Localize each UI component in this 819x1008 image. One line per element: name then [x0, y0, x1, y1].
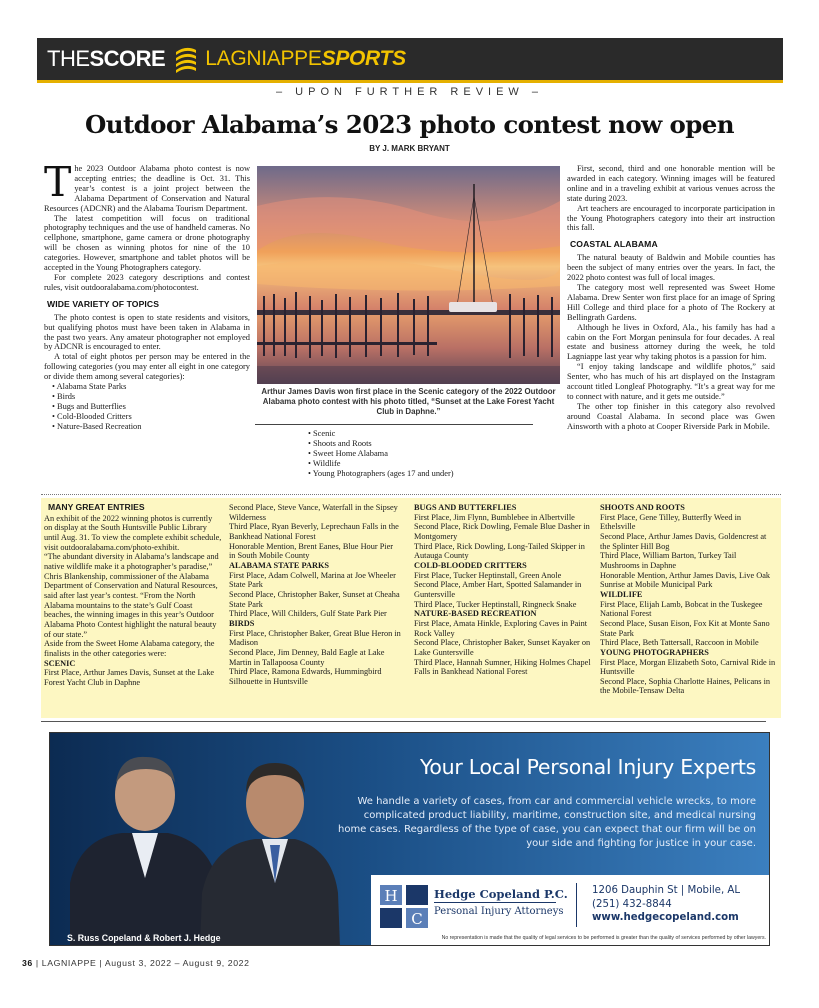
list-item: • Nature-Based Recreation: [52, 421, 142, 431]
category-heading: NATURE-BASED RECREATION: [414, 609, 537, 619]
divider: [434, 902, 556, 903]
list-item: • Scenic: [308, 429, 336, 438]
winner-entry: Second Place, Jim Denney, Bald Eagle at Lake Martin in Tallapoosa County: [229, 647, 385, 667]
category-list: [44, 382, 250, 432]
winner-entry: First Place, Tucker Heptinstall, Green Anole: [414, 570, 562, 580]
paragraph: The category most well represented was Sweet Home Alabama. Drew Senter won first place for an image of Spring Hill College and third place for a photo of The Rockery at Bellingrath Gardens.: [567, 282, 775, 322]
firm-address-block: [592, 884, 740, 912]
paragraph: “I enjoy taking landscape and wildlife photos,” said Senter, who has much of his art displayed on the Instagram account titled Longleaf Photography. “It’s a great way for me to connect with nature, and it gets me outside.”: [567, 362, 775, 401]
winners-column-2: [229, 503, 401, 686]
divider: [576, 883, 577, 927]
paragraph: The photo contest is open to state residents and visitors, but qualifying photos must have been taken in Alabama in the past two years. Any amateur photographer not employed by ADCNR is encouraged to enter.: [44, 312, 250, 352]
ad-headline: Your Local Personal Injury Experts: [419, 755, 756, 779]
sunset-marina-photo: [257, 166, 560, 384]
winner-entry: First Place, Amata Hinkle, Exploring Caves in Paint Rock Valley: [414, 618, 588, 638]
winner-entry: First Place, Adam Colwell, Marina at Joe Wheeler State Park: [229, 570, 396, 590]
winner-entry: Second Place, Steve Vance, Waterfall in the Sipsey Wilderness: [229, 503, 398, 522]
winner-entry: Second Place, Rick Dowling, Female Blue Dasher in Montgomery: [414, 522, 590, 541]
winner-entry: First Place, Gene Tilley, Butterfly Weed in Ethelsville: [600, 512, 742, 532]
hc-logo-icon: [380, 885, 428, 928]
article-column-3: [567, 164, 775, 432]
winner-entry: Third Place, William Barton, Turkey Tail Mushrooms in Daphne: [600, 551, 737, 570]
category-heading: BIRDS: [229, 618, 255, 628]
masthead-the: THE: [47, 46, 90, 71]
masthead-sports: SPORTS: [321, 47, 406, 70]
winner-entry: First Place, Jim Flynn, Bumblebee in Albertville: [414, 512, 575, 522]
law-firm-advertisement[interactable]: [49, 732, 770, 946]
category-heading: ALABAMA STATE PARKS: [229, 560, 330, 570]
masthead-lagniappe: LAGNIAPPE: [205, 47, 322, 70]
list-item: • Alabama State Parks: [52, 382, 127, 392]
category-heading: SHOOTS AND ROOTS: [600, 503, 685, 512]
winner-entry: First Place, Arthur James Davis, Sunset at the Lake Forest Yacht Club in Daphne: [44, 668, 215, 687]
svg-text:H: H: [384, 887, 398, 905]
article-column-1: [44, 158, 250, 432]
winner-entry: Second Place, Sophia Charlotte Haines, Pelicans in the Mobile-Tensaw Delta: [600, 676, 771, 696]
headline: Outdoor Alabama’s 2023 photo contest now open: [84, 110, 735, 139]
winner-entry: Third Place, Ryan Beverly, Leprechaun Falls in the Bankhead National Forest: [229, 522, 399, 541]
winner-entry: Second Place, Arthur James Davis, Goldencrest at the Splinter Hill Bog: [600, 531, 767, 551]
swoosh-logo-icon: [173, 44, 199, 74]
firm-website-link[interactable]: www.hedgecopeland.com: [592, 912, 739, 923]
subhead-many-entries: MANY GREAT ENTRIES: [48, 502, 145, 512]
kicker: – UPON FURTHER REVIEW –: [276, 86, 543, 98]
winner-entry: First Place, Christopher Baker, Great Blue Heron in Madison: [229, 628, 401, 648]
firm-phone[interactable]: (251) 432-8844: [592, 899, 672, 910]
subhead-topics: WIDE VARIETY OF TOPICS: [47, 298, 160, 309]
attorneys-photo: [50, 733, 340, 946]
paragraph: The other top finisher in this category also revolved around Coastal Alabama. In second place was Gwen Ainsworth with a photo at Cooper Riverside Park in Mobile.: [567, 401, 775, 431]
list-item: • Birds: [52, 391, 76, 401]
firm-address: 1206 Dauphin St | Mobile, AL: [592, 885, 741, 896]
dropcap: T: [44, 158, 72, 206]
list-item: • Wildlife: [308, 458, 341, 468]
paragraph: A total of eight photos per person may be entered in the following categories (you may enter all eight in one category or divide them among several categories):: [44, 352, 250, 382]
paragraph: First, second, third and one honorable mention will be awarded in each category. Winning images will be featured online and in a traveling exhibit at various venues across the state during 2023.: [567, 164, 775, 203]
winners-column-1: [44, 503, 222, 687]
publication-name: LAGNIAPPE: [41, 958, 97, 968]
masthead-score: SCORE: [89, 46, 166, 71]
photo-caption: Arthur James Davis won first place in the Scenic category of the 2022 Outdoor Alabama photo contest with his photo titled, “Sunset at the Lake Forest Yacht Club in Daphne.”: [261, 387, 556, 416]
winners-column-3: [414, 503, 592, 677]
winner-entry: Honorable Mention, Arthur James Davis, Live Oak Sunrise at Mobile Municipal Park: [600, 570, 771, 590]
winner-entry: First Place, Morgan Elizabeth Soto, Carnival Ride in Huntsville: [600, 657, 776, 677]
paragraph: An exhibit of the 2022 winning photos is currently on display at the South Huntsville Public Library until Aug. 31. To view the complete exhibit schedule, visit outdooralabama.com/photo-exhibit.: [44, 513, 222, 552]
winner-entry: First Place, Elijah Lamb, Bobcat in the Tuskegee National Forest: [600, 599, 763, 619]
winner-entry: Second Place, Amber Hart, Spotted Salamander in Guntersville: [414, 580, 582, 599]
paragraph: “The abundant diversity in Alabama’s landscape and native wildlife make it a photographer’s paradise,” Chris Blankenship, commissioner of the Alabama Department of Conservation and Natural Resources, said after last year’s contest. “From the North Alabama mountains to the state’s Gulf Coast beaches, the winning images in this year’s Outdoor Alabama Photo Contest highlight the natural beauty of our state.”: [44, 552, 219, 639]
winner-entry: Third Place, Tucker Heptinstall, Ringneck Snake: [414, 599, 577, 609]
paragraph: The natural beauty of Baldwin and Mobile counties has been the subject of many entries over the years. In fact, the 2022 photo contest was full of local images.: [567, 253, 775, 283]
paragraph: Art teachers are encouraged to incorporate participation in the Young Photographers category into their art instruction this fall.: [567, 203, 775, 233]
paragraph: The 2023 Outdoor Alabama photo contest is now accepting entries; the deadline is Oct. 31. This year’s contest is a joint project between the Alabama Department of Conservation and Natural Resources (ADCNR) and the Alabama Tourism Department.: [44, 158, 250, 213]
list-item: • Bugs and Butterflies: [52, 401, 126, 411]
list-item: • Cold-Blooded Critters: [52, 411, 132, 421]
winner-entry: Second Place, Christopher Baker, Sunset at Cheaha State Park: [229, 589, 400, 609]
paragraph: Aside from the Sweet Home Alabama category, the finalists in the other categories were:: [44, 639, 215, 658]
firm-contact-card: [371, 875, 770, 946]
winner-entry: Third Place, Rick Dowling, Long-Tailed Skipper in Autauga County: [414, 541, 585, 561]
list-item: • Sweet Home Alabama: [308, 448, 388, 458]
firm-subtitle: Personal Injury Attorneys: [434, 906, 564, 917]
dotted-divider: [41, 494, 781, 495]
category-heading: BUGS AND BUTTERFLIES: [414, 503, 517, 512]
paragraph: For complete 2023 category descriptions and contest rules, visit outdooralabama.com/photocontest.: [44, 272, 250, 292]
paragraph: The latest competition will focus on traditional photography techniques and the use of handheld cameras. No cellphone, smartphone, game camera or drone photography will be chosen as winning photos for nine of the 10 categories. However, smartphone and tablet photos will be accepted in the Young Photographers category.: [44, 213, 250, 273]
page-footer: 36 | LAGNIAPPE | August 3, 2022 – August 9, 2022: [22, 958, 250, 968]
winner-entry: Second Place, Christopher Baker, Sunset Kayaker on Lake Guntersville: [414, 638, 591, 657]
attorney-names: S. Russ Copeland & Robert J. Hedge: [67, 933, 221, 943]
list-item: • Shoots and Roots: [308, 438, 372, 448]
category-list-continued: [300, 429, 540, 479]
winner-entry: Second Place, Susan Eison, Fox Kit at Monte Sano State Park: [600, 618, 770, 638]
winner-entry: Third Place, Beth Tattersall, Raccoon in Mobile: [600, 638, 759, 648]
winners-column-4: [600, 503, 778, 696]
divider: [41, 721, 766, 722]
section-masthead: [37, 38, 783, 80]
firm-name: Hedge Copeland P.C.: [434, 887, 568, 901]
category-heading: WILDLIFE: [600, 589, 643, 599]
category-heading: SCENIC: [44, 658, 76, 668]
page-number: 36: [22, 958, 33, 968]
winner-entry: Third Place, Ramona Edwards, Hummingbird Silhouette in Huntsville: [229, 667, 382, 686]
issue-dates: August 3, 2022 – August 9, 2022: [104, 958, 250, 968]
svg-text:C: C: [411, 910, 423, 928]
winner-entry: Third Place, Hannah Sumner, Hiking Holmes Chapel Falls in Bankhead National Forest: [414, 657, 591, 677]
byline: BY J. MARK BRYANT: [369, 144, 450, 153]
ad-body-text: We handle a variety of cases, from car and commercial vehicle wrecks, to more complicated product liability, maritime, construction site, and medical nursing home cases. Regardless of the type of case, you can expect that our firm will be on your side and fighting for justice in your case.: [337, 796, 756, 849]
category-heading: YOUNG PHOTOGRAPHERS: [600, 647, 709, 657]
paragraph: Although he lives in Oxford, Ala., his family has had a cabin on the Fort Morgan peninsula for four decades. A real estate and business attorney during the week, he told Lagniappe last year why taking photos is a passion for him.: [567, 322, 775, 362]
masthead-underline: [37, 80, 783, 83]
category-heading: COLD-BLOODED CRITTERS: [414, 560, 527, 570]
winner-entry: Honorable Mention, Brent Eanes, Blue Hour Pier in South Mobile County: [229, 541, 394, 561]
ad-disclaimer: No representation is made that the quality of legal services to be performed is greater than the quality of services performed by other lawyers.: [441, 935, 766, 941]
list-item: • Young Photographers (ages 17 and under): [308, 468, 454, 478]
subhead-coastal: COASTAL ALABAMA: [570, 239, 658, 250]
winner-entry: Third Place, Will Childers, Gulf State Park Pier: [229, 609, 387, 619]
divider: [255, 424, 533, 425]
